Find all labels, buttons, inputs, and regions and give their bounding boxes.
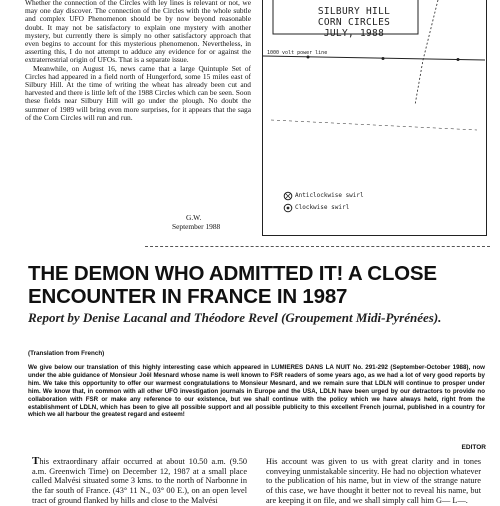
power-line-label: 1000 volt power line (267, 50, 328, 56)
body-text-right: His account was given to us with great clarity and in tones conveying unmistakable sincerity. He had no objection whatever to the publication of his name, but in view of the strange nature of this case, we have thought it better not to reveal his name, but are keeping it on file, and we shall simply call him G— L—. (266, 457, 481, 505)
body-text-left: his extraordinary affair occurred at about 10.50 a.m. (9.50 a.m. Greenwich Time) on December 12, 1987 at a small place called Malvési situated some 3 kms. to the north of Narbonne in the far south of France. (43° 11 N., 03° 00 E.), on an open level tract of ground flanked by hills and close to the Malvési (32, 457, 247, 505)
sketch-title-line: CORN CIRCLES (317, 17, 391, 28)
article-date: September 1988 (172, 222, 221, 231)
field-edge (271, 120, 477, 130)
drop-cap: T (32, 455, 40, 467)
power-line (263, 56, 485, 60)
top-article-column (25, 0, 251, 122)
section-divider (145, 246, 490, 247)
editor-intro: We give below our translation of this highly interesting case which appeared in LUMIERES DANS LA NUIT No. 291-292 (September-October 1988), now under the able guidance of Monsieur Joël Mesnard whose name is well known to FSR readers of some years ago, as we had a lot of very good reports by him. We take this opportunity to offer our warmest congratulations to Monsieur Mesnard, and we remain sure that LDLN will continue to prosper under him. We know that, in common with all other UFO investigation journals in Europe and the USA, LDLN have been urged by our detractors to provide no collaboration with FSR or make any reference to our existence, but we shall continue with the policy which we have always held, right from the establishment of LDLN, which has been to give all possible support and all possible publicity to this excellent French journal, published in a country for which we all harbour the greatest regard and esteem! (28, 364, 485, 419)
sketch-title-line: JULY, 1988 (323, 28, 385, 39)
legend-clockwise: Clockwise swirl (295, 204, 350, 211)
article-signature: G.W. (186, 213, 202, 222)
sketch-title-line: SILBURY HILL (317, 6, 391, 17)
sketch-map (262, 0, 487, 236)
article-paragraph: Whether the connection of the Circles with ley lines is relevant or not, we may one day discover. The connection of the Circles with the whole subtle and complex UFO Phenomenon should be by now beyond reasonable doubt. It may not be satisfactory to explain one mystery with another mystery, but currently there is simply no other satisfactory approach that even begins to account for this mysterious phenomenon. Nevertheless, in asserting this, I do not attempt to adduce any evidence for or against the extraterrestrial origin of UFOs. That is a separate issue. (25, 0, 251, 65)
editor-label: EDITOR (461, 444, 486, 451)
body-column-left (32, 457, 247, 506)
article-byline: Report by Denise Lacanal and Théodore Revel (Groupement Midi-Pyrénées). (28, 310, 442, 325)
translation-note: (Translation from French) (28, 350, 105, 357)
field-boundary (273, 0, 418, 34)
article-paragraph: Meanwhile, on August 16, news came that a large Quintuple Set of Circles had appeared in a field north of Hungerford, some 15 miles east of Silbury Hill. At the time of writing the wheat has already been cut and harvested and there is little left of the 1988 Circles which can be seen. Soon these fields near Silbury Hill will go under the plough. No doubt the summer of 1989 will bring even more surprises, for it appears that the saga of the Corn Circles will run and run. (25, 63, 251, 122)
legend-anticlockwise: Anticlockwise swirl (295, 192, 364, 199)
pylon-marker (382, 57, 385, 60)
article-headline: THE DEMON WHO ADMITTED IT! A CLOSE ENCOUNTER IN FRANCE IN 1987 (28, 262, 437, 308)
body-column-right (266, 457, 481, 506)
pylon-marker (457, 58, 460, 61)
